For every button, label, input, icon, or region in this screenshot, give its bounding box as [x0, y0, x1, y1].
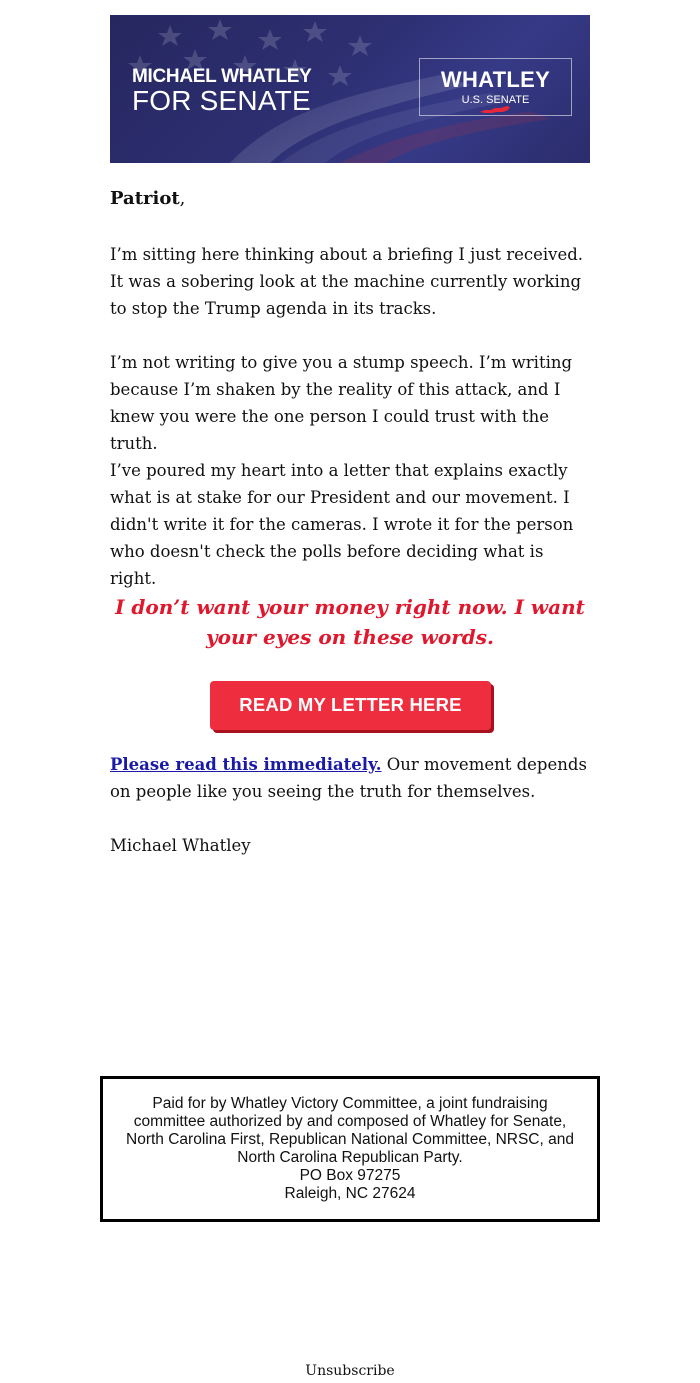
disclaimer-text: Paid for by Whatley Victory Committee, a joint fundraising committee authorized by and composed of Whatley for Senate, North Carolina First, Republican National Committee, NRSC, and North Carolina Republican Party. [126, 1095, 574, 1166]
logo-office: U.S. SENATE [461, 94, 530, 106]
signature: Michael Whatley [110, 836, 251, 855]
read-letter-button[interactable]: READ MY LETTER HERE [210, 681, 491, 730]
campaign-banner [110, 15, 590, 163]
logo-name: WHATLEY [440, 67, 551, 92]
greeting [110, 185, 590, 212]
greeting-punctuation: , [179, 188, 186, 209]
paragraph-4-text: Our movement depends on people like you seeing the truth for themselves. [110, 755, 587, 801]
whatley-logo [419, 58, 572, 116]
disclaimer-address-line1: PO Box 97275 [299, 1167, 401, 1184]
paid-for-disclaimer [100, 1076, 600, 1222]
banner-title [132, 67, 312, 115]
paragraph-1: I’m sitting here thinking about a briefing I just received. It was a sobering look at the machine currently working to stop the Trump agenda in its tracks. [110, 245, 584, 318]
paragraph-3: I’ve poured my heart into a letter that explains exactly what is at stake for our President and our movement. I didn't write it for the cameras. I wrote it for the person who doesn't check the polls before deciding what is right. [110, 461, 574, 588]
banner-title-line2: FOR SENATE [132, 85, 311, 116]
greeting-name: Patriot [110, 188, 180, 209]
banner-title-line1: MICHAEL WHATLEY [132, 66, 312, 87]
unsubscribe-link[interactable]: Unsubscribe [305, 1363, 395, 1379]
north-carolina-icon [479, 106, 511, 114]
disclaimer-address-line2: Raleigh, NC 27624 [284, 1185, 416, 1202]
pull-quote: I don’t want your money right now. I want your eyes on these words. [115, 595, 585, 649]
paragraph-2: I’m not writing to give you a stump speech. I’m writing because I’m shaken by the reality of this attack, and I knew you were the one person I could trust with the truth. [110, 353, 573, 453]
read-immediately-link[interactable]: Please read this immediately. [110, 755, 382, 774]
paragraph-4 [110, 751, 590, 805]
